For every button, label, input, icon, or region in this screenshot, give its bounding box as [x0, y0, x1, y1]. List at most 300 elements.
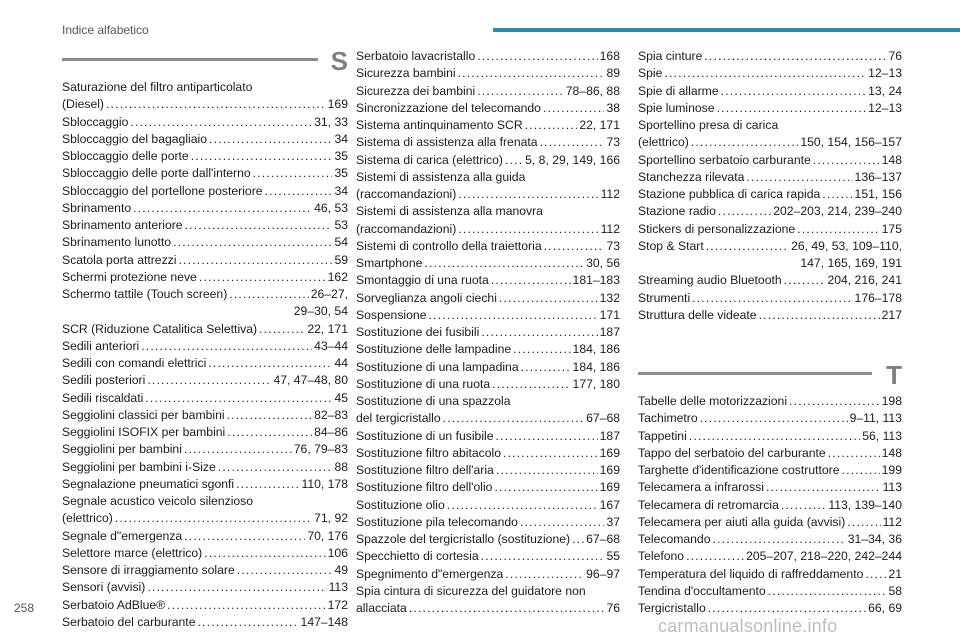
- entry-label: Sedili con comandi elettrici: [62, 356, 207, 370]
- entry-row: [638, 479, 902, 496]
- index-entry: [62, 165, 348, 182]
- entry-row: [638, 462, 902, 479]
- index-entry: [62, 614, 348, 631]
- entry-pages: 70, 176: [307, 528, 348, 543]
- index-entry: [638, 186, 902, 203]
- entry-pages: 30, 56: [586, 256, 620, 270]
- entry-pages: 89: [606, 66, 620, 81]
- entry-row: [62, 96, 348, 113]
- entry-pages: 47, 47–48, 80: [273, 373, 348, 388]
- index-entry: [62, 372, 348, 389]
- entry-label: Telecamera a infrarossi: [638, 480, 764, 495]
- entry-label: Stanchezza rilevata: [638, 169, 745, 184]
- entry-row: [638, 514, 902, 531]
- index-entry: [356, 100, 620, 117]
- entry-row: [62, 528, 348, 545]
- entry-label-line: Spia cintura di sicurezza del guidatore non: [356, 583, 586, 598]
- entry-pages: 172: [327, 597, 348, 612]
- index-entry: [62, 131, 348, 148]
- leader-dots: [505, 566, 584, 583]
- leader-dots: [505, 152, 523, 169]
- leader-dots: [458, 186, 598, 203]
- entry-label: Sistema antinquinamento SCR: [356, 118, 523, 132]
- entry-row: [62, 286, 348, 303]
- entry-pages: 112: [600, 187, 620, 201]
- index-entry: [62, 200, 348, 217]
- index-entry: [356, 117, 620, 134]
- index-entry: [638, 83, 902, 100]
- entry-label: Sostituzione di un fusibile: [356, 428, 494, 443]
- index-entry: [62, 321, 348, 338]
- entry-label: Sicurezza dei bambini: [356, 83, 476, 98]
- index-entry: [638, 566, 902, 583]
- entry-label: Sostituzione dei fusibili: [356, 325, 480, 339]
- leader-dots: [447, 497, 598, 514]
- entry-label: SCR (Riduzione Catalitica Selettiva): [62, 321, 258, 336]
- index-entry: [356, 255, 620, 272]
- entry-pages: 187: [599, 428, 620, 443]
- entry-label-line: Sportellino presa di carica: [638, 118, 779, 132]
- entry-label: Sostituzione filtro dell'olio: [356, 480, 493, 495]
- entry-label: Stop & Start: [638, 238, 704, 253]
- index-entry: [356, 65, 620, 82]
- leader-dots: [766, 479, 881, 496]
- entry-label: Seggiolini per bambini: [62, 442, 182, 457]
- entry-label: Sicurezza bambini: [356, 66, 456, 81]
- entry-label: Sistema di carica (elettrico): [356, 152, 503, 167]
- entry-label: Scatola porta attrezzi: [62, 252, 177, 267]
- entry-label: (raccomandazioni): [356, 187, 457, 201]
- leader-dots: [115, 510, 312, 527]
- entry-pages: 76, 79–83: [293, 442, 348, 457]
- entry-row: [638, 203, 902, 220]
- leader-dots: [704, 48, 886, 65]
- index-column-3: [638, 48, 902, 617]
- section-letter-header: [62, 48, 348, 78]
- entry-row: [356, 83, 620, 100]
- entry-label: Sostituzione di una lampadina: [356, 359, 519, 374]
- leader-dots: [253, 165, 333, 182]
- entry-row: [62, 407, 348, 424]
- index-entry: [638, 428, 902, 445]
- entry-pages: 84–86: [314, 425, 348, 439]
- index-entry: [356, 203, 620, 238]
- leader-dots: [218, 459, 333, 476]
- entry-row: [62, 510, 348, 527]
- entry-pages: 132: [599, 290, 620, 305]
- entry-pages: 168: [599, 49, 620, 63]
- leader-dots: [540, 134, 605, 151]
- entry-label: (elettrico): [62, 511, 113, 526]
- index-entry: [638, 583, 902, 600]
- entry-label: Sedili riscaldati: [62, 390, 144, 405]
- entry-label: Smartphone: [356, 256, 423, 270]
- index-entry: [638, 117, 902, 152]
- index-entry: [62, 424, 348, 441]
- leader-dots: [521, 359, 571, 376]
- entry-row: [356, 566, 620, 583]
- leader-dots: [692, 290, 852, 307]
- entry-label: Seggiolini per bambini i-Size: [62, 459, 216, 474]
- entry-pages: 199: [881, 463, 902, 477]
- leader-dots: [147, 579, 326, 596]
- entry-pages: 113: [328, 580, 348, 595]
- leader-dots: [227, 407, 313, 424]
- entry-row: [356, 376, 620, 393]
- entry-pages: 46, 53: [314, 200, 348, 215]
- leader-dots: [700, 410, 848, 427]
- index-entry: [62, 476, 348, 493]
- index-entry: [638, 152, 902, 169]
- leader-dots: [477, 48, 597, 65]
- entry-label: Temperatura del liquido di raffreddamento: [638, 566, 864, 581]
- entry-pages: 31–34, 36: [847, 532, 902, 546]
- leader-dots: [717, 100, 867, 117]
- entry-row: [356, 462, 620, 479]
- index-entry: [356, 307, 620, 324]
- leader-dots: [768, 583, 887, 600]
- entry-label: Sensore di irraggiamento solare: [62, 563, 235, 577]
- entry-row: [62, 131, 348, 148]
- index-entry: [356, 583, 620, 618]
- leader-dots: [458, 65, 605, 82]
- entry-row: [638, 583, 902, 600]
- index-entry: [356, 376, 620, 393]
- leader-dots: [237, 562, 333, 579]
- entry-row: [62, 148, 348, 165]
- entry-row: [62, 579, 348, 596]
- entry-pages: 54: [334, 235, 348, 250]
- entry-row: [638, 169, 902, 186]
- leader-dots: [492, 376, 570, 393]
- entry-pages: 112: [600, 221, 620, 236]
- entry-label: Sedili posteriori: [62, 373, 146, 388]
- entry-pages-continued: 147, 165, 169, 191: [800, 256, 902, 270]
- entry-pages: 147–148: [300, 614, 348, 629]
- entry-pages: 58: [888, 583, 902, 598]
- entry-label: Sedili anteriori: [62, 338, 140, 353]
- entry-pages: 148: [881, 152, 902, 167]
- leader-dots: [428, 307, 597, 324]
- index-entry: [62, 579, 348, 596]
- entry-row: [62, 562, 348, 579]
- entry-row: [62, 165, 348, 182]
- entry-label: Sostituzione filtro dell'aria: [356, 463, 494, 477]
- entry-pages: 26, 49, 53, 109–110,: [791, 238, 902, 253]
- entry-row: [356, 445, 620, 462]
- index-entry: [356, 497, 620, 514]
- entry-row: [638, 100, 902, 117]
- entry-pages: 76: [888, 49, 902, 63]
- index-entry: [62, 597, 348, 614]
- leader-dots: [503, 445, 598, 462]
- leader-dots: [477, 83, 564, 100]
- entry-label: Spie: [638, 66, 663, 81]
- entry-pages: 169: [327, 97, 348, 112]
- entry-row: [356, 255, 620, 272]
- entry-label: Specchietto di cortesia: [356, 549, 479, 564]
- entry-pages: 167: [599, 497, 620, 512]
- entry-pages: 22, 171: [307, 321, 348, 336]
- index-entry: [356, 324, 620, 341]
- entry-row: [62, 441, 348, 458]
- index-entry: [62, 252, 348, 269]
- leader-dots: [496, 428, 598, 445]
- entry-row: [62, 459, 348, 476]
- entry-pages: 59: [334, 252, 348, 267]
- entry-row: [62, 252, 348, 269]
- entry-pages: 106: [327, 545, 348, 560]
- entry-label: Tergicristallo: [638, 601, 706, 615]
- index-entry: [356, 152, 620, 169]
- index-entry: [356, 514, 620, 531]
- leader-dots: [543, 100, 604, 117]
- entry-row: [62, 234, 348, 251]
- index-entry: [356, 428, 620, 445]
- entry-label: Spegnimento d"emergenza: [356, 566, 504, 581]
- entry-row: [638, 152, 902, 169]
- leader-dots: [167, 597, 325, 614]
- leader-dots: [133, 200, 312, 217]
- watermark: carmanualsonline.info: [658, 616, 838, 636]
- index-entry: [356, 272, 620, 289]
- index-entry: [356, 134, 620, 151]
- entry-row: [356, 307, 620, 324]
- entry-pages: 21: [888, 566, 902, 581]
- entry-label: Serbatoio del carburante: [62, 614, 196, 629]
- entry-row: [356, 341, 620, 358]
- index-entry: [356, 359, 620, 376]
- section-rule: [62, 58, 318, 61]
- entry-pages: 73: [606, 135, 620, 150]
- entry-pages: 71, 92: [314, 511, 348, 526]
- index-entry: [356, 393, 620, 428]
- entry-pages: 198: [881, 394, 902, 408]
- index-entry: [62, 114, 348, 131]
- entry-label: Serbatoio lavacristallo: [356, 49, 476, 63]
- entry-label: Telecamera di retromarcia: [638, 497, 779, 512]
- entry-pages: 205–207, 218–220, 242–244: [746, 549, 902, 564]
- leader-dots: [204, 545, 325, 562]
- leader-dots: [496, 462, 598, 479]
- entry-label: Tendina d'occultamento: [638, 583, 766, 598]
- index-entry: [638, 479, 902, 496]
- entry-pages: 31, 33: [314, 114, 348, 129]
- index-entry: [62, 269, 348, 286]
- entry-label: Tachimetro: [638, 411, 698, 426]
- leader-dots: [106, 96, 326, 113]
- entry-pages: 151, 156: [854, 187, 902, 201]
- index-entry: [62, 441, 348, 458]
- entry-row: [62, 183, 348, 200]
- entry-pages: 9–11, 113: [849, 411, 902, 426]
- leader-dots: [227, 424, 312, 441]
- index-entry: [356, 566, 620, 583]
- entry-row: [62, 476, 348, 493]
- entry-pages: 45: [334, 390, 348, 405]
- entry-row: [356, 238, 620, 255]
- entry-label: Sostituzione delle lampadine: [356, 342, 512, 357]
- entry-pages: 55: [606, 549, 620, 564]
- entry-label: Tappo del serbatoio del carburante: [638, 445, 826, 460]
- entry-pages: 37: [606, 514, 620, 529]
- entry-label-line: Saturazione del filtro antiparticolato: [62, 80, 253, 94]
- entry-row: [62, 355, 348, 372]
- index-entry: [356, 531, 620, 548]
- entry-pages: 53: [334, 218, 348, 232]
- entry-label: Sistema di assistenza alla frenata: [356, 135, 538, 150]
- entry-pages: 56, 113: [862, 428, 902, 443]
- entry-pages: 22, 171: [579, 118, 620, 132]
- entry-row: [62, 390, 348, 407]
- leader-dots: [259, 321, 305, 338]
- entry-pages: 181–183: [572, 273, 620, 288]
- entry-pages: 35: [334, 149, 348, 163]
- entry-pages: 175: [881, 221, 902, 236]
- entry-label: Telefono: [638, 549, 685, 564]
- entry-row: [638, 83, 902, 100]
- leader-dots: [481, 548, 605, 565]
- entry-row: [356, 152, 620, 169]
- entry-label: Sincronizzazione del telecomando: [356, 100, 541, 115]
- entry-pages: 177, 180: [572, 376, 620, 391]
- entry-pages: 49: [334, 563, 348, 577]
- entry-row: [638, 272, 902, 289]
- leader-dots: [520, 514, 605, 531]
- index-entry: [638, 272, 902, 289]
- entry-label: (elettrico): [638, 135, 689, 150]
- leader-dots: [691, 134, 799, 151]
- entry-pages: 26–27,: [310, 287, 348, 301]
- index-entry: [638, 48, 902, 65]
- entry-label: Sistemi di controllo della traiettoria: [356, 238, 542, 253]
- entry-pages: 13, 24: [868, 83, 902, 98]
- index-entry: [62, 459, 348, 476]
- entry-label: Spazzole del tergicristallo (sostituzione): [356, 532, 571, 546]
- leader-dots: [147, 372, 271, 389]
- entry-label: Telecomando: [638, 532, 711, 546]
- index-entry: [62, 493, 348, 528]
- leader-dots: [525, 117, 578, 134]
- entry-row: [356, 324, 620, 341]
- entry-label: Sbloccaggio delle porte: [62, 149, 189, 163]
- entry-row: [356, 479, 620, 496]
- entry-row: [356, 548, 620, 565]
- leader-dots: [865, 566, 886, 583]
- entry-row: [62, 114, 348, 131]
- index-entry: [638, 462, 902, 479]
- index-entry: [638, 290, 902, 307]
- entry-row: [638, 497, 902, 514]
- entry-label: Tappetini: [638, 428, 687, 443]
- index-entry: [638, 410, 902, 427]
- index-entry: [638, 548, 902, 565]
- entry-pages: 162: [327, 269, 348, 284]
- index-entry: [638, 221, 902, 238]
- entry-pages: 176–178: [854, 290, 902, 305]
- index-entry: [356, 290, 620, 307]
- entry-pages: 113, 139–140: [828, 497, 902, 512]
- section-letter-header: [638, 362, 902, 392]
- index-entry: [62, 390, 348, 407]
- entry-pages: 169: [599, 463, 620, 477]
- index-entry: [638, 514, 902, 531]
- entry-pages: 76: [606, 601, 620, 615]
- index-entry: [356, 479, 620, 496]
- section-spacer: [638, 324, 902, 362]
- index-column-1: [62, 48, 348, 631]
- entry-row: [356, 48, 620, 65]
- entry-row: [62, 269, 348, 286]
- index-entry: [638, 531, 902, 548]
- entry-row: [638, 307, 902, 324]
- entry-row: [62, 545, 348, 562]
- leader-dots: [229, 286, 308, 303]
- entry-pages: 202–203, 214, 239–240: [773, 204, 902, 219]
- entry-pages: 44: [334, 356, 348, 370]
- leader-dots: [708, 600, 866, 617]
- entry-label: Sbrinamento: [62, 200, 132, 215]
- leader-dots: [689, 428, 860, 445]
- entry-label: Sbloccaggio del bagagliaio: [62, 131, 208, 146]
- entry-row: [638, 290, 902, 307]
- entry-row: [638, 410, 902, 427]
- index-entry: [62, 79, 348, 114]
- index-entry: [638, 497, 902, 514]
- index-entry: [638, 169, 902, 186]
- entry-label: Spie luminose: [638, 100, 715, 115]
- entry-row: [638, 221, 902, 238]
- leader-dots: [781, 497, 826, 514]
- entry-label: Segnalazione pneumatici sgonfi: [62, 476, 235, 491]
- index-entry: [638, 100, 902, 117]
- index-entry: [62, 338, 348, 355]
- leader-dots: [209, 131, 332, 148]
- entry-pages: 38: [606, 100, 620, 115]
- entry-label: Schermi protezione neve: [62, 269, 197, 284]
- leader-dots: [481, 324, 597, 341]
- entry-row: [356, 221, 620, 238]
- leader-dots: [718, 203, 771, 220]
- index-entry: [638, 393, 902, 410]
- leader-dots: [491, 272, 571, 289]
- index-entry: [356, 445, 620, 462]
- index-entry: [356, 238, 620, 255]
- entry-row: [638, 186, 902, 203]
- entry-label: Stazione radio: [638, 204, 716, 219]
- leader-dots: [185, 217, 333, 234]
- entry-row: [62, 217, 348, 234]
- entry-label: Sbloccaggio delle porte dall'interno: [62, 166, 251, 181]
- index-entry: [62, 355, 348, 372]
- leader-dots: [199, 269, 326, 286]
- entry-label: Seggiolini ISOFIX per bambini: [62, 425, 226, 439]
- page-number: 258: [14, 601, 35, 615]
- entry-pages: 136–137: [854, 169, 902, 184]
- entry-label: Sbloccaggio del portellone posteriore: [62, 183, 263, 198]
- entry-row: [638, 48, 902, 65]
- leader-dots: [265, 183, 333, 200]
- leader-dots: [197, 614, 298, 631]
- index-entry: [638, 65, 902, 82]
- entry-label: Strumenti: [638, 290, 691, 305]
- entry-pages: 96–97: [586, 566, 620, 581]
- entry-label: Sostituzione pila telecomando: [356, 514, 518, 529]
- leader-dots: [494, 479, 597, 496]
- leader-dots: [145, 390, 332, 407]
- entry-row: [62, 597, 348, 614]
- entry-pages: 204, 216, 241: [827, 273, 902, 288]
